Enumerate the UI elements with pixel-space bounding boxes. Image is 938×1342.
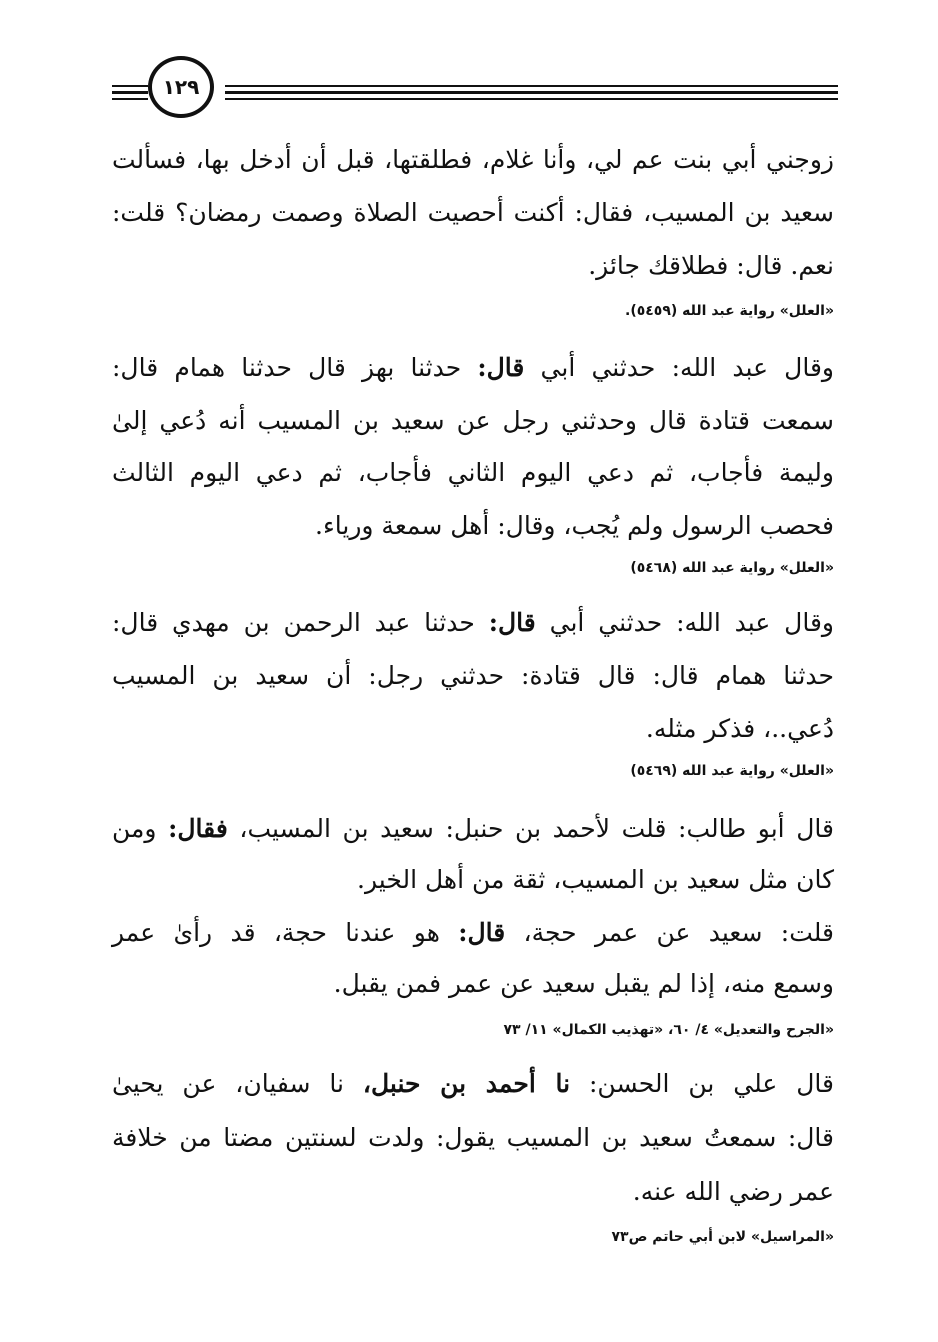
text-line — [112, 813, 834, 845]
text-run: حدثنا عبد الرحمن بن مهدي قال: — [112, 608, 489, 637]
bold-run: قال: — [458, 918, 506, 947]
text-line: دُعي..، فذكر مثله. — [645, 714, 834, 743]
page-number: ١٢٩ — [162, 75, 200, 99]
header-rule-left-top — [112, 85, 148, 87]
bold-run: نا أحمد بن حنبل، — [362, 1069, 571, 1098]
bold-run: قال: — [488, 608, 536, 637]
text-line — [112, 352, 834, 384]
header-rule-bottom — [225, 98, 838, 100]
text-line: قال: سمعتُ سعيد بن المسيب يقول: ولدت لسنتين مضتا من خلافة — [112, 1123, 834, 1152]
source-citation: «العلل» رواية عبد الله (٥٤٥٩). — [625, 303, 834, 319]
text-line — [112, 607, 834, 639]
text-run: وقال عبد الله: حدثني أبي — [535, 608, 834, 637]
text-run: هو عندنا حجة، قد رأىٰ عمر — [112, 918, 459, 947]
text-line: حدثنا همام قال: قال قتادة: حدثني رجل: أن سعيد بن المسيب — [112, 661, 834, 690]
text-line: سمعت قتادة قال وحدثني رجل عن سعيد بن المسيب أنه دُعي إلىٰ — [112, 406, 834, 435]
text-run: قلت: سعيد عن عمر حجة، — [505, 918, 834, 947]
text-line — [112, 1068, 834, 1100]
bold-run: فقال: — [168, 814, 228, 843]
bold-run: قال: — [477, 353, 525, 382]
text-run: وقال عبد الله: حدثني أبي — [524, 353, 834, 382]
header-rule-top — [225, 85, 838, 87]
text-line: عمر رضي الله عنه. — [632, 1177, 834, 1206]
text-line — [112, 917, 834, 949]
text-run: نا سفيان، عن يحيىٰ — [112, 1069, 363, 1098]
header-rule-left-bottom — [112, 98, 148, 100]
text-line: وسمع منه، إذا لم يقبل سعيد عن عمر فمن يقبل. — [333, 969, 834, 998]
text-line: نعم. قال: فطلاقك جائز. — [588, 251, 834, 280]
text-run: حدثنا بهز قال حدثنا همام قال: — [112, 353, 478, 382]
source-citation: «الجرح والتعديل» ٤/ ٦٠، «تهذيب الكمال» ١١/ ٧٣ — [503, 1022, 834, 1038]
source-citation: «العلل» رواية عبد الله (٥٤٦٨) — [630, 560, 834, 576]
text-run: قال علي بن الحسن: — [570, 1069, 834, 1098]
text-line: كان مثل سعيد بن المسيب، ثقة من أهل الخير. — [357, 865, 834, 894]
source-citation: «المراسيل» لابن أبي حاتم ص٧٣ — [611, 1229, 834, 1245]
text-line: سعيد بن المسيب، فقال: أكنت أحصيت الصلاة وصمت رمضان؟ قلت: — [112, 198, 834, 227]
text-run: ومن — [112, 814, 169, 843]
header-rule-middle — [225, 91, 838, 94]
text-run: قال أبو طالب: قلت لأحمد بن حنبل: سعيد بن المسيب، — [227, 814, 834, 843]
text-line: زوجني أبي بنت عم لي، وأنا غلام، فطلقتها، قبل أن أدخل بها، فسألت — [112, 145, 834, 174]
text-line: فحصب الرسول ولم يُجب، وقال: أهل سمعة ورياء. — [315, 511, 834, 540]
source-citation: «العلل» رواية عبد الله (٥٤٦٩) — [630, 763, 834, 779]
text-line: وليمة فأجاب، ثم دعي اليوم الثاني فأجاب، ثم دعي اليوم الثالث — [112, 458, 834, 487]
page-number-badge — [148, 56, 214, 118]
header-rule-left-middle — [112, 91, 148, 94]
